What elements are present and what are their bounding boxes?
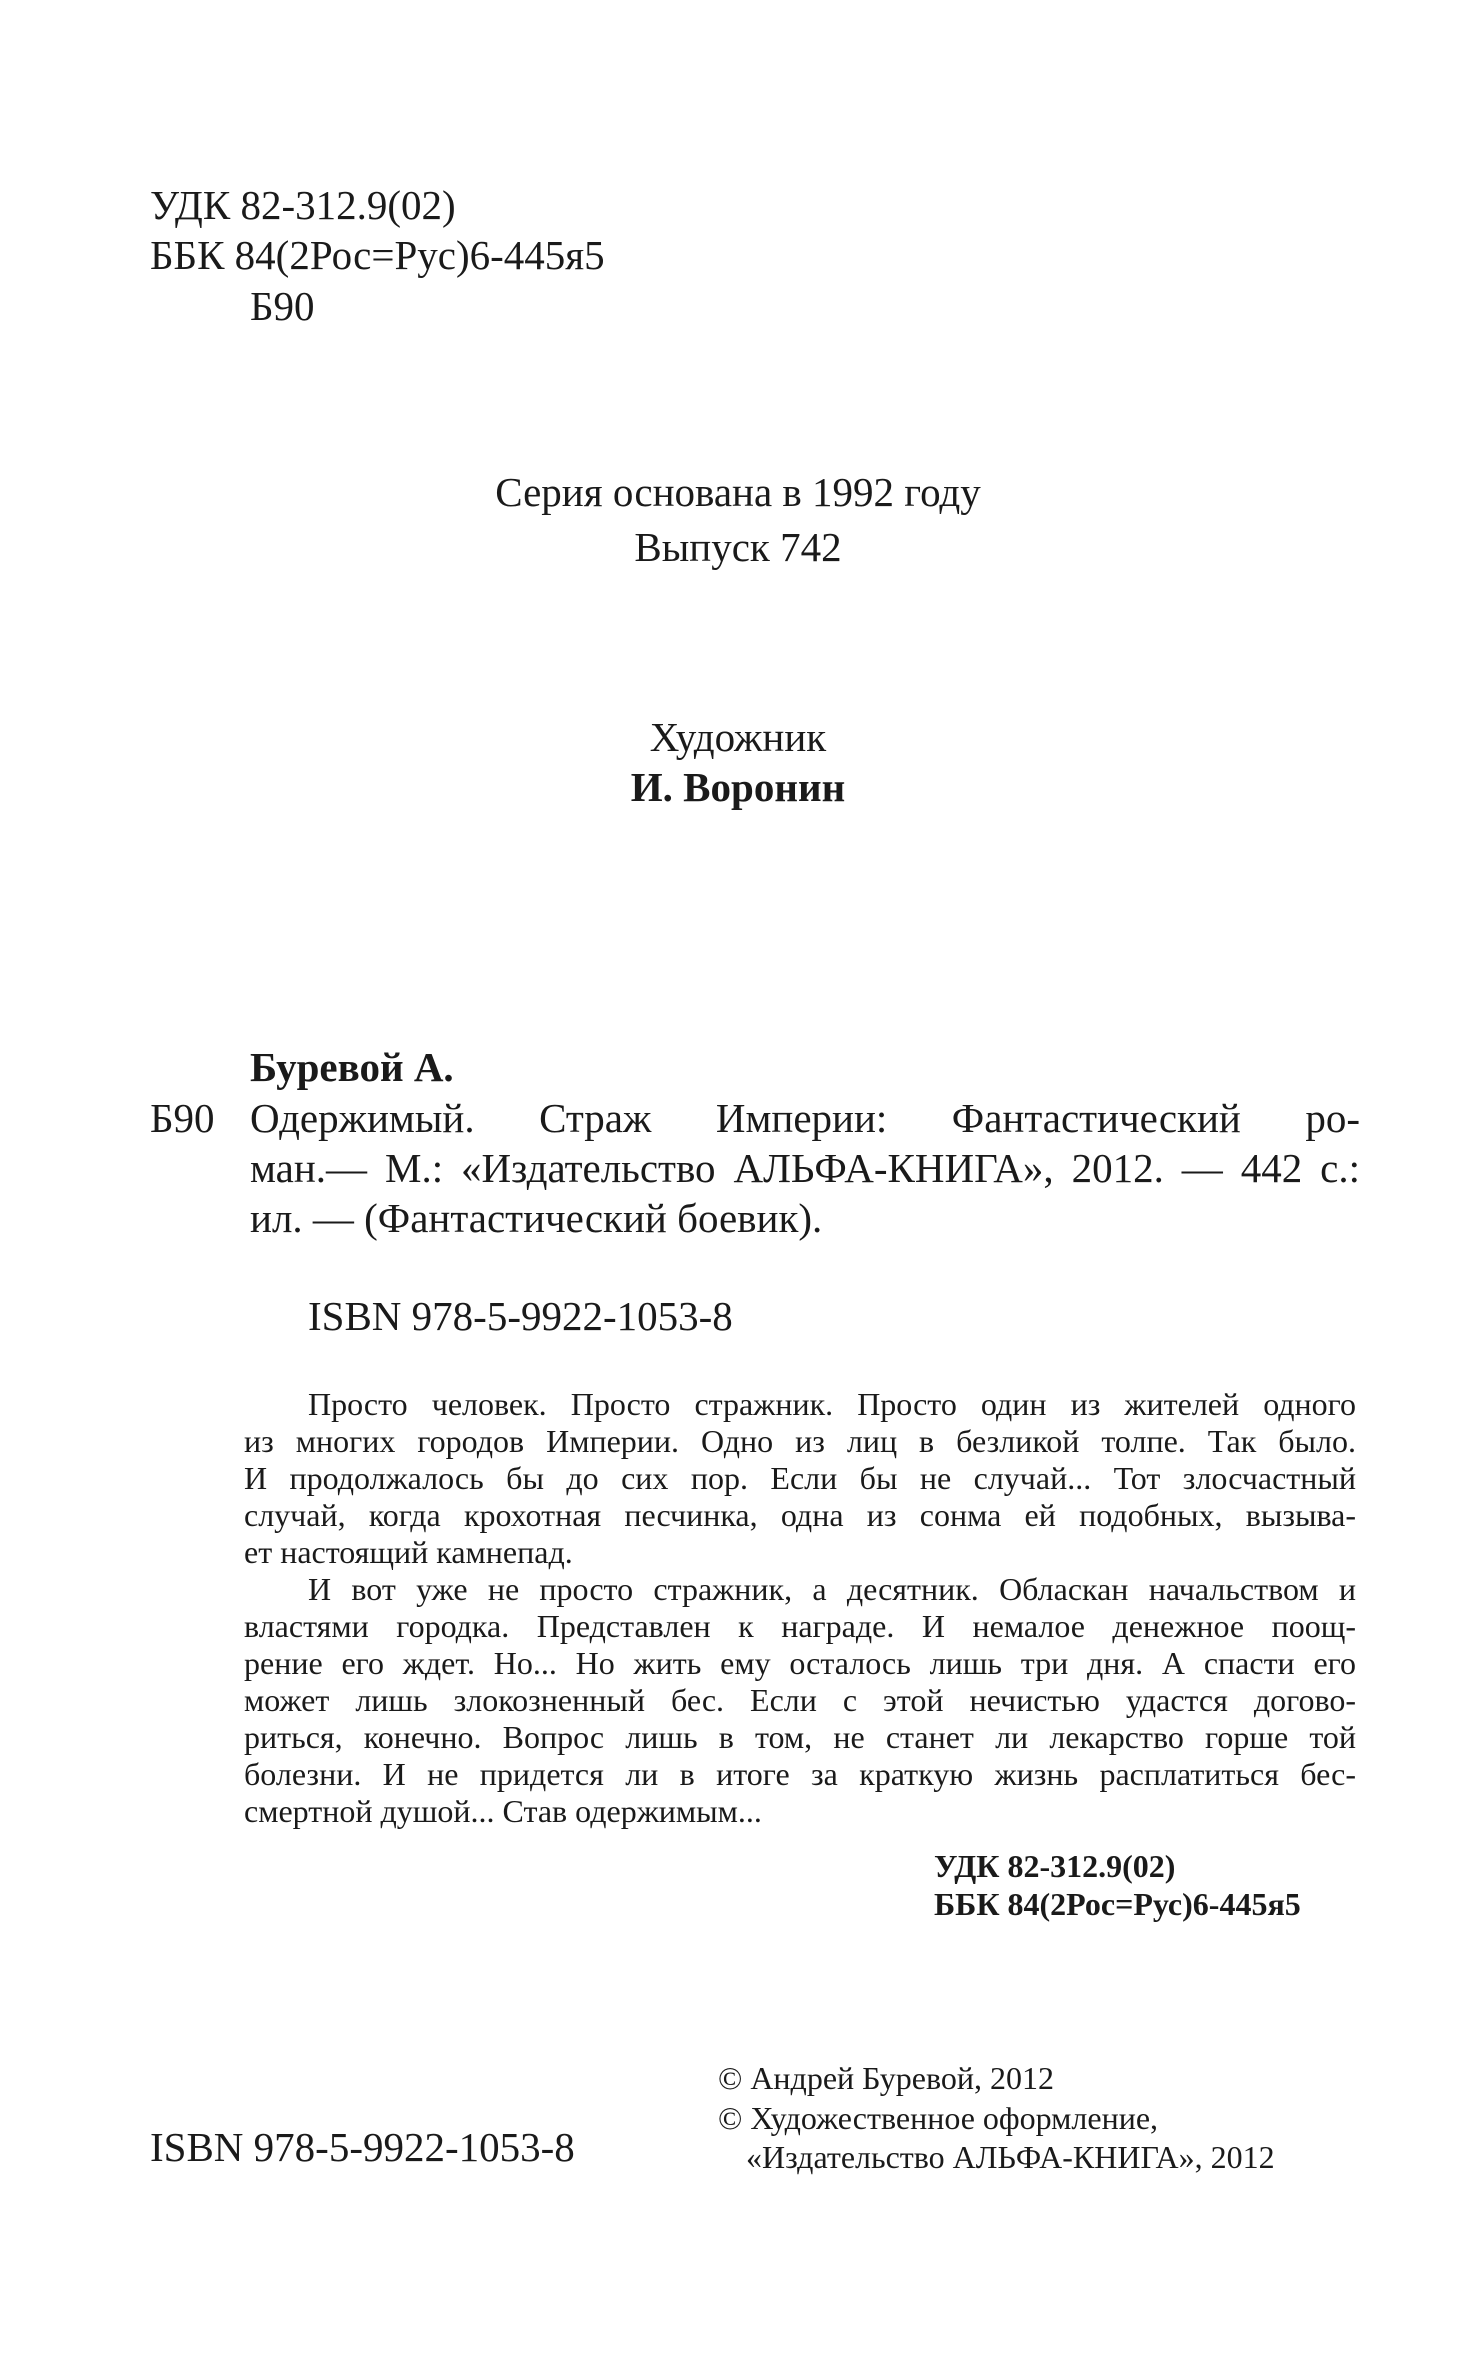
artist-name: И. Воронин	[630, 764, 846, 810]
catalog-udk: УДК 82-312.9(02)	[934, 1848, 1176, 1884]
copyright-design: © Художественное оформление,	[718, 2100, 1159, 2136]
abstract-line: ет настоящий камнепад.	[244, 1534, 573, 1570]
abstract-line: властями городка. Представлен к награде. И немалое денежное поощ-	[244, 1608, 1356, 1644]
bbk-code: ББК 84(2Рос=Рус)6-445я5	[150, 232, 605, 278]
catalog-isbn: ISBN 978-5-9922-1053-8	[308, 1293, 733, 1339]
abstract-line: болезни. И не придется ли в итоге за краткую жизнь расплатиться бес-	[244, 1756, 1356, 1792]
series-founded: Серия основана в 1992 году	[495, 469, 981, 515]
abstract-line: Просто человек. Просто стражник. Просто один из жителей одного	[308, 1386, 1356, 1422]
artist-label: Художник	[649, 714, 827, 760]
abstract-line: рение его ждет. Но... Но жить ему осталось лишь три дня. А спасти его	[244, 1645, 1356, 1681]
abstract-line: может лишь злокозненный бес. Если с этой нечистью удастся догово-	[244, 1682, 1356, 1718]
catalog-author: Буревой А.	[250, 1044, 454, 1090]
abstract-line: смертной душой... Став одержимым...	[244, 1793, 762, 1829]
abstract-line: И вот уже не просто стражник, а десятник. Обласкан начальством и	[308, 1571, 1356, 1607]
copyright-publisher: «Издательство АЛЬФА-КНИГА», 2012	[746, 2139, 1275, 2175]
description-line: ил. — (Фантастический боевик).	[250, 1195, 823, 1241]
footer-isbn: ISBN 978-5-9922-1053-8	[150, 2124, 575, 2170]
catalog-sign: Б90	[150, 1095, 215, 1141]
abstract-line: случай, когда крохотная песчинка, одна из сонма ей подобных, вызыва-	[244, 1497, 1356, 1533]
catalog-description-end	[250, 1193, 822, 1243]
catalog-bbk: ББК 84(2Рос=Рус)6-445я5	[934, 1886, 1301, 1922]
udk-code: УДК 82-312.9(02)	[150, 182, 456, 228]
abstract-line: риться, конечно. Вопрос лишь в том, не станет ли лекарство горше той	[244, 1719, 1356, 1755]
abstract	[244, 1386, 1356, 1830]
series-issue: Выпуск 742	[634, 524, 842, 570]
abstract-line: из многих городов Империи. Одно из лиц в безликой толпе. Так было.	[244, 1423, 1356, 1459]
catalog-description-cont	[250, 1143, 1360, 1193]
author-sign: Б90	[250, 283, 315, 329]
copyright-author: © Андрей Буревой, 2012	[718, 2060, 1054, 2096]
abstract-line: И продолжалось бы до сих пор. Если бы не случай... Тот злосчастный	[244, 1460, 1356, 1496]
description-line: Одержимый. Страж Империи: Фантастический ро-	[250, 1095, 1360, 1141]
catalog-description	[250, 1093, 1360, 1143]
description-line: ман.— М.: «Издательство АЛЬФА-КНИГА», 2012. — 442 с.:	[250, 1145, 1360, 1191]
